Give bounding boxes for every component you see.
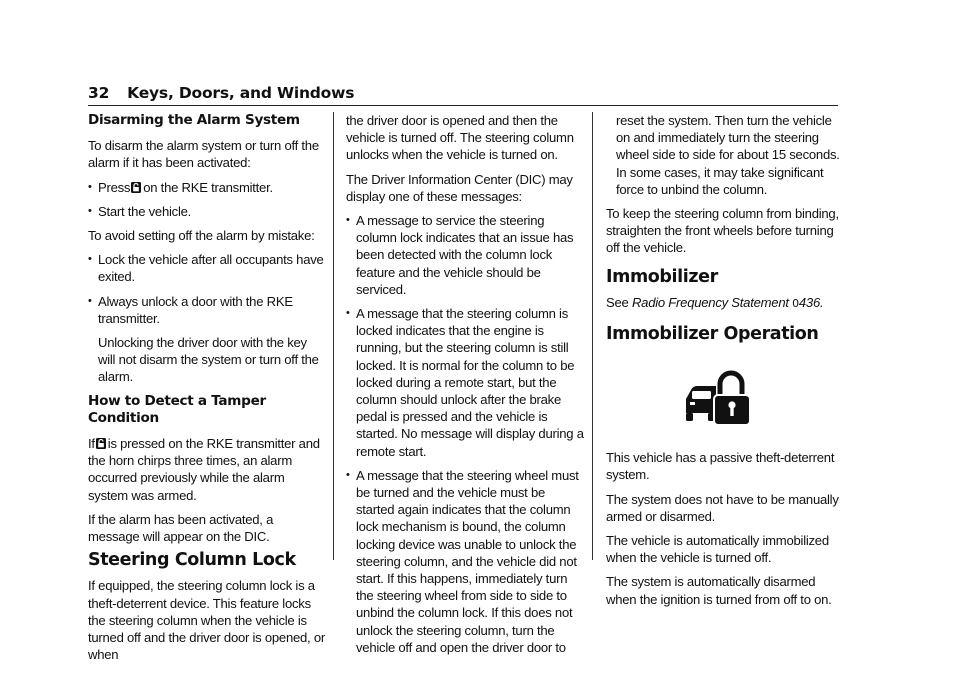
paragraph: reset the system. Then turn the vehicle on and immediately turn the steering wheel side to side for about 15 seconds. In some cases, it may take significant force to unbind the column. — [616, 113, 840, 197]
list-item — [346, 212, 584, 298]
list-item — [346, 305, 584, 460]
text: is pressed on the RKE transmitter and the horn chirps three times, an alarm occurred previously while the alarm system was armed. — [88, 436, 320, 503]
column-1 — [88, 112, 326, 670]
paragraph: The Driver Information Center (DIC) may display one of these messages: — [346, 171, 573, 204]
list-text: Press — [98, 179, 131, 195]
heading-disarming: Disarming the Alarm System — [88, 112, 300, 128]
list-text: A message to service the steering column lock indicates that an issue has been detected with the column lock feature and the vehicle should be serviced. — [356, 213, 574, 297]
list-item — [88, 203, 326, 220]
heading-steering-column-lock: Steering Column Lock — [88, 550, 296, 571]
paragraph: The system does not have to be manually armed or disarmed. — [606, 491, 839, 524]
paragraph: The vehicle is automatically immobilized when the vehicle is turned off. — [606, 533, 829, 566]
bullet: • — [346, 307, 350, 320]
bullet: • — [88, 204, 92, 217]
paragraph: If the alarm has been activated, a message will appear on the DIC. — [88, 511, 274, 545]
column-divider — [592, 112, 593, 560]
icon-area — [606, 351, 844, 449]
bullet: • — [346, 468, 350, 481]
list-text: Always unlock a door with the RKE transmitter. — [98, 293, 293, 326]
unlock-button-icon — [131, 182, 141, 193]
page-ref: 436. — [798, 294, 824, 310]
list-item — [88, 293, 326, 327]
list-item — [88, 179, 326, 196]
paragraph: To keep the steering column from binding, straighten the front wheels before turning off the vehicle. — [606, 206, 839, 256]
paragraph: The system is automatically disarmed when the ignition is turned from off to on. — [606, 574, 832, 607]
text: If — [88, 436, 95, 452]
bullet: • — [346, 214, 350, 227]
paragraph: To disarm the alarm system or turn off the alarm if it has been activated: — [88, 138, 319, 171]
column-2 — [346, 112, 584, 663]
paragraph — [606, 294, 844, 312]
bullet: • — [88, 253, 92, 266]
immobilizer-car-lock-icon — [682, 369, 754, 429]
list-text: Start the vehicle. — [98, 203, 192, 219]
paragraph: This vehicle has a passive theft-deterrent system. — [606, 450, 835, 483]
list-item — [88, 251, 326, 285]
list-text: A message that the steering column is locked indicates that the engine is running, but the steering column is still locked. It is normal for the column to be locked during a remote start, but the column should unlock after the brake pedal is pressed and the vehicle is started. No message will display during a remote start. — [356, 306, 584, 459]
paragraph — [88, 435, 326, 504]
section-title: Keys, Doors, and Windows — [127, 84, 355, 102]
heading-tamper: How to Detect a Tamper Condition — [88, 392, 266, 426]
page-ref-arrow: 0 — [792, 296, 799, 310]
paragraph: Unlocking the driver door with the key will not disarm the system or turn off the alarm. — [98, 335, 319, 385]
bullet: • — [88, 180, 92, 193]
paragraph: If equipped, the steering column lock is a theft-deterrent device. This feature locks the steering column when the vehicle is turned off and the driver door is opened, or when — [88, 578, 325, 663]
list-text: A message that the steering wheel must be turned and the vehicle must be started again indicates that the column lock mechanism is bound, the column locking device was unable to unlock the steering column, and the vehicle did not start. If this happens, immediately turn the steering wheel from side to side to unbind the column lock. If this does not unlock the steering column, turn the vehicle off and open the driver door to — [356, 467, 579, 655]
paragraph: the driver door is opened and then the vehicle is turned off. The steering column unlocks when the vehicle is turned on. — [346, 113, 574, 163]
list-text: on the RKE transmitter. — [143, 179, 273, 195]
page-header — [88, 84, 838, 106]
bullet: • — [88, 294, 92, 307]
paragraph: To avoid setting off the alarm by mistake: — [88, 228, 315, 244]
text: See — [606, 294, 629, 310]
cross-reference: Radio Frequency Statement — [631, 294, 789, 310]
column-divider — [333, 112, 334, 560]
list-text: Lock the vehicle after all occupants have exited. — [98, 252, 324, 285]
heading-immobilizer: Immobilizer — [606, 266, 718, 287]
unlock-button-icon — [96, 438, 106, 449]
heading-immobilizer-operation: Immobilizer Operation — [606, 324, 819, 345]
page-number: 32 — [88, 84, 110, 102]
list-item — [346, 467, 584, 656]
column-3 — [606, 112, 844, 615]
